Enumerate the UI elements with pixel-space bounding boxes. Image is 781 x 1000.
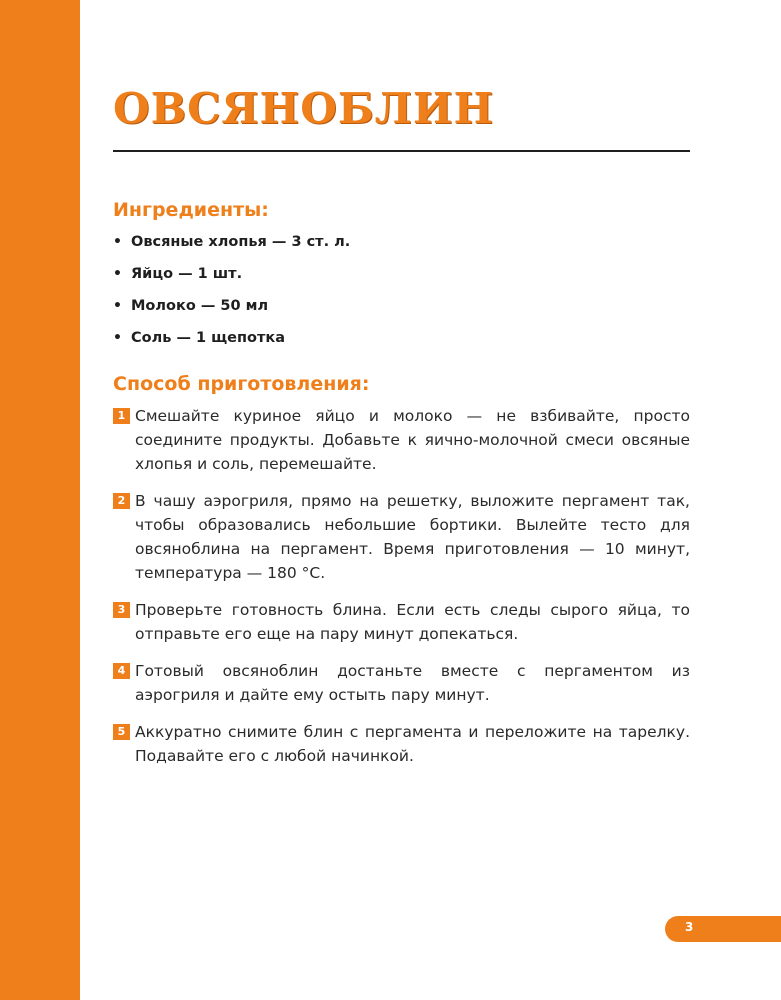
method-step [113, 659, 690, 707]
step-text: Проверьте готовность блина. Если есть следы сырого яйца, то отправьте его еще на пару минут допекаться. [135, 601, 690, 643]
step-number-badge: 2 [113, 493, 130, 509]
step-text: Смешайте куриное яйцо и молоко — не взбивайте, просто соедините продукты. Добавьте к яично-молочной смеси овсяные хлопья и соль, перемешайте. [135, 407, 690, 473]
ingredients-heading: Ингредиенты: [113, 199, 269, 221]
step-number-badge: 4 [113, 663, 130, 679]
method-step [113, 404, 690, 476]
step-text: Готовый овсяноблин достаньте вместе с пергаментом из аэрогриля и дайте ему остыть пару минут. [135, 662, 690, 704]
page-number-tab [665, 916, 781, 942]
ingredient-text: Яйцо — 1 шт. [131, 266, 243, 282]
side-accent-bar [0, 0, 80, 1000]
method-step [113, 598, 690, 646]
step-number-badge: 1 [113, 408, 130, 424]
bullet-icon: • [113, 298, 122, 314]
ingredients-list [113, 234, 350, 362]
page-number: 3 [685, 920, 694, 934]
method-steps [113, 404, 690, 768]
method-step [113, 720, 690, 768]
list-item [113, 330, 350, 362]
step-text: Аккуратно снимите блин с пергамента и переложите на тарелку. Подавайте его с любой начинкой. [135, 723, 690, 765]
bullet-icon: • [113, 266, 122, 282]
bullet-icon: • [113, 234, 122, 250]
list-item [113, 234, 350, 266]
step-number-badge: 5 [113, 724, 130, 740]
ingredient-text: Молоко — 50 мл [131, 298, 269, 314]
page-title: ОВСЯНОБЛИН [113, 84, 495, 133]
title-divider [113, 150, 690, 152]
list-item [113, 298, 350, 330]
ingredient-text: Соль — 1 щепотка [131, 330, 285, 346]
list-item [113, 266, 350, 298]
method-heading: Способ приготовления: [113, 373, 370, 395]
step-text: В чашу аэрогриля, прямо на решетку, выложите пергамент так, чтобы образовались небольшие бортики. Вылейте тесто для овсяноблина на пергамент. Время приготовления — 10 минут, температура — 180 °С. [135, 492, 690, 582]
ingredient-text: Овсяные хлопья — 3 ст. л. [131, 234, 351, 250]
bullet-icon: • [113, 330, 122, 346]
step-number-badge: 3 [113, 602, 130, 618]
method-step [113, 489, 690, 585]
